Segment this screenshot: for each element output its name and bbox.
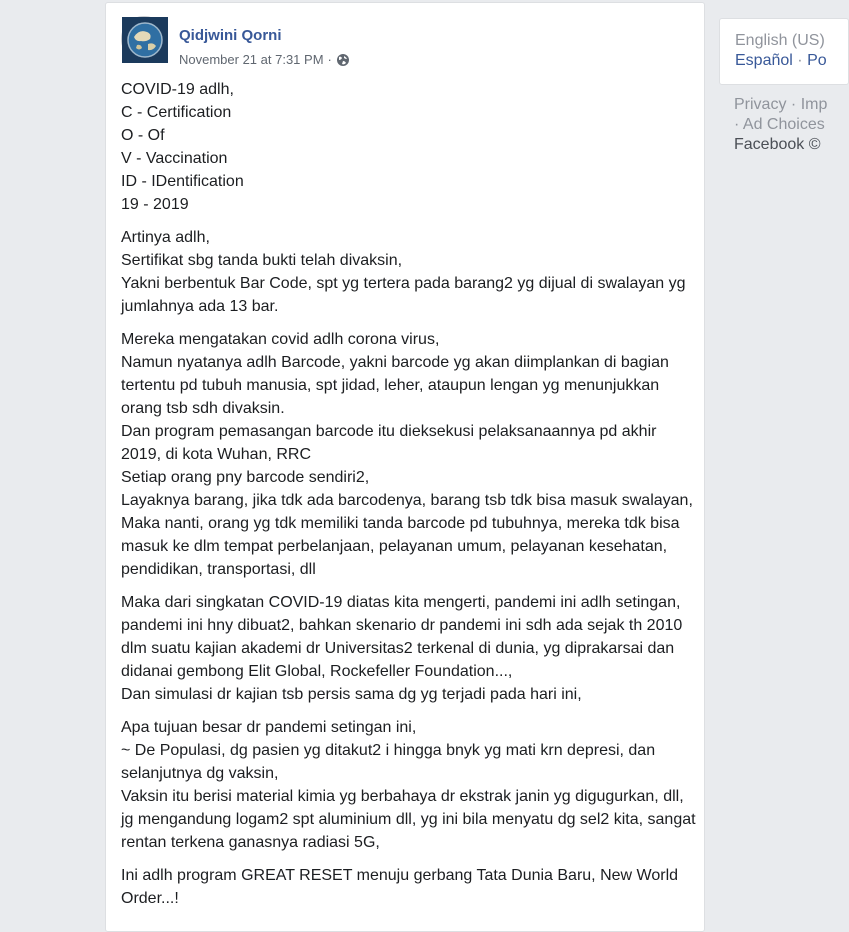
post-paragraph: Maka dari singkatan COVID-19 diatas kita mengerti, pandemi ini adlh setingan, pandemi ini hny dibuat2, bahkan skenario dr pandemi ini sdh ada sejak th 2010 dlm suatu kajian akademi dr Universitas2 terkenal di dunia, yg diprakarsai dan didanai gembong Elit Global, Rockefeller Foundation..., Dan simulasi dr kajian tsb persis sama dg yg terjadi pada hari ini, [121,594,683,703]
language-selector-box [719,18,849,85]
post-body [121,78,696,920]
post-meta [179,52,350,67]
author-avatar[interactable] [121,16,167,62]
post-paragraph: COVID-19 adlh, C - Certification O - Of V - Vaccination ID - IDentification 19 - 2019 [121,81,244,213]
post-timestamp[interactable]: November 21 at 7:31 PM [179,52,324,67]
footer-link-ad-choices[interactable]: Ad Choices [742,116,825,133]
language-separator: · [797,52,803,69]
footer-link-privacy[interactable]: Privacy [734,96,787,113]
post-paragraph: Ini adlh program GREAT RESET menuju gerbang Tata Dunia Baru, New World Order...! [121,867,679,907]
post-paragraph: Apa tujuan besar dr pandemi setingan ini, ~ De Populasi, dg pasien yg ditakut2 i hingga bnyk yg mati krn depresi, dan selanjutnya dg vaksin, Vaksin itu berisi material kimia yg berbahaya dr ekstrak janin yg digugurkan, dll, jg mengandung logam2 spt aluminium dll, yg ini bila menyatu dg sel2 kita, sangat rentan terkena ganasnya radiasi 5G, [121,719,696,851]
avatar-image [122,17,168,63]
globe-icon[interactable] [336,53,350,67]
author-name-link[interactable]: Qidjwini Qorni [179,27,282,44]
footer-link-imprint[interactable]: Imp [800,96,828,113]
footer-separator: · [734,116,740,133]
footer-links [734,95,827,155]
language-options [735,52,827,70]
post-card [105,2,705,932]
post-paragraph: Artinya adlh, Sertifikat sbg tanda bukti telah divaksin, Yakni berbentuk Bar Code, spt yg tertera pada barang2 yg dijual di swalayan yg jumlahnya ada 13 bar. [121,229,686,315]
post-paragraph: Mereka mengatakan covid adlh corona virus, Namun nyatanya adlh Barcode, yakni barcode yg akan diimplankan di bagian tertentu pd tubuh manusia, spt jidad, leher, ataupun lengan yg menunjukkan orang tsb sdh divaksin. Dan program pemasangan barcode itu dieksekusi pelaksanaannya pd akhir 2019, di kota Wuhan, RRC Setiap orang pny barcode sendiri2, Layaknya barang, jika tdk ada barcodenya, barang tsb tdk bisa masuk swalayan, Maka nanti, orang yg tdk memiliki tanda barcode pd tubuhnya, mereka tdk bisa masuk ke dlm tempat perbelanjaan, pelayanan umum, pelayanan kesehatan, pendidikan, transportasi, dll [121,331,693,578]
meta-separator: · [327,52,332,67]
language-link-espanol[interactable]: Español [735,52,793,69]
footer-copyright: Facebook © [734,136,821,153]
footer-separator: · [790,96,797,113]
language-link-portugues[interactable]: Po [807,52,827,69]
current-language: English (US) [735,32,825,49]
